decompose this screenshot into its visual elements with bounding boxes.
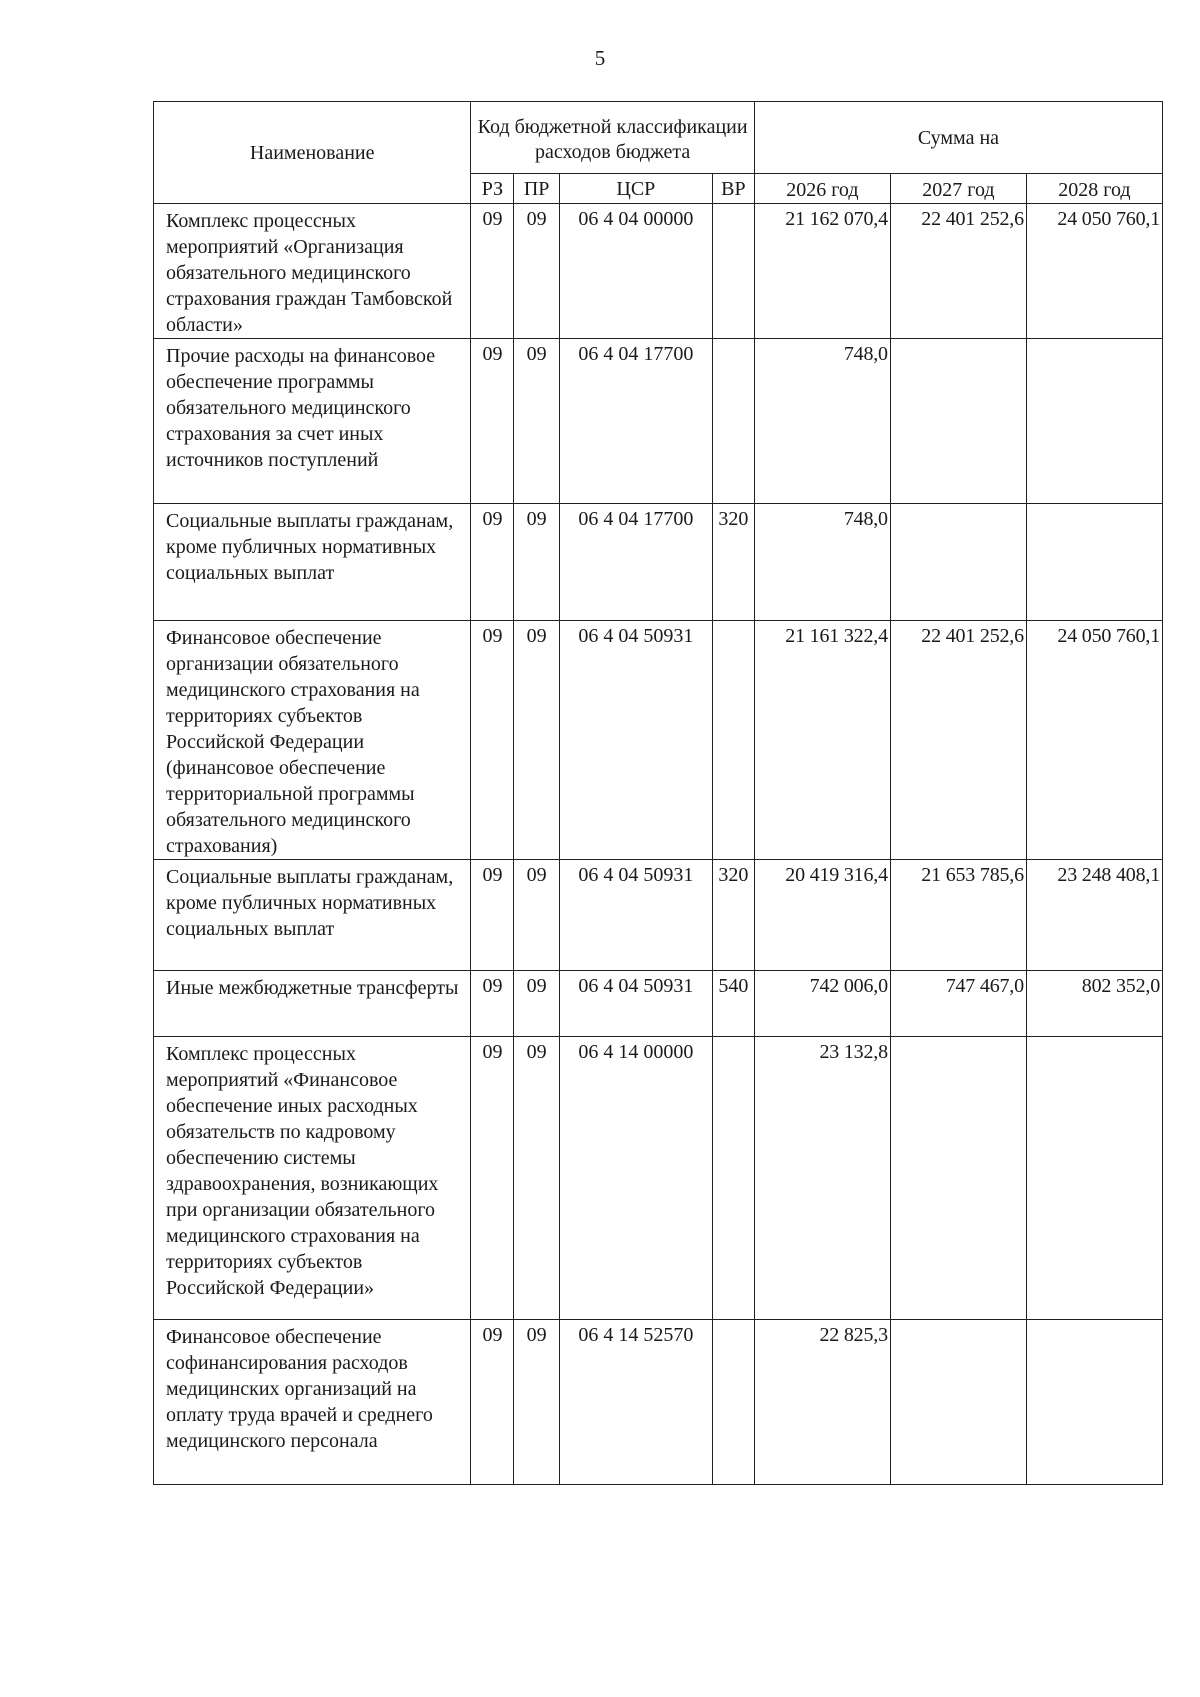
table-row xyxy=(154,621,1163,860)
row-name: Социальные выплаты гражданам, кроме публичных нормативных социальных выплат xyxy=(154,860,471,971)
row-sum-2026: 748,0 xyxy=(754,339,890,504)
table-row xyxy=(154,971,1163,1037)
row-name: Комплекс процессных мероприятий «Финансовое обеспечение иных расходных обязательств по кадровому обеспечению системы здравоохранения, возникающих при организации обязательного медицинского страхования на территориях субъектов Российской Федерации» xyxy=(154,1037,471,1320)
row-name: Социальные выплаты гражданам, кроме публичных нормативных социальных выплат xyxy=(154,504,471,621)
row-sum-2027 xyxy=(890,339,1026,504)
row-vr: 320 xyxy=(712,860,754,971)
row-rz: 09 xyxy=(471,971,514,1037)
row-rz: 09 xyxy=(471,339,514,504)
table-row xyxy=(154,204,1163,339)
row-name: Комплекс процессных мероприятий «Организация обязательного медицинского страхования граждан Тамбовской области» xyxy=(154,204,471,339)
row-vr: 540 xyxy=(712,971,754,1037)
table-row xyxy=(154,1037,1163,1320)
row-sum-2026: 742 006,0 xyxy=(754,971,890,1037)
row-csr: 06 4 04 17700 xyxy=(559,504,712,621)
header-code-group: Код бюджетной классификации расходов бюджета xyxy=(471,102,754,174)
header-pr: ПР xyxy=(514,174,559,204)
row-pr: 09 xyxy=(514,339,559,504)
row-pr: 09 xyxy=(514,1037,559,1320)
header-csr: ЦСР xyxy=(559,174,712,204)
row-csr: 06 4 14 52570 xyxy=(559,1320,712,1485)
row-sum-2028 xyxy=(1026,1320,1162,1485)
row-rz: 09 xyxy=(471,504,514,621)
row-sum-2026: 22 825,3 xyxy=(754,1320,890,1485)
row-name: Финансовое обеспечение организации обязательного медицинского страхования на территориях субъектов Российской Федерации (финансовое обеспечение территориальной программы обязательного медицинского страхования) xyxy=(154,621,471,860)
header-year-2028: 2028 год xyxy=(1026,174,1162,204)
row-vr xyxy=(712,621,754,860)
row-pr: 09 xyxy=(514,621,559,860)
row-csr: 06 4 04 50931 xyxy=(559,860,712,971)
row-rz: 09 xyxy=(471,860,514,971)
row-sum-2027 xyxy=(890,1037,1026,1320)
table-row xyxy=(154,860,1163,971)
row-rz: 09 xyxy=(471,621,514,860)
row-csr: 06 4 04 17700 xyxy=(559,339,712,504)
row-csr: 06 4 04 00000 xyxy=(559,204,712,339)
row-sum-2028 xyxy=(1026,1037,1162,1320)
row-csr: 06 4 14 00000 xyxy=(559,1037,712,1320)
row-pr: 09 xyxy=(514,504,559,621)
row-pr: 09 xyxy=(514,860,559,971)
row-rz: 09 xyxy=(471,204,514,339)
row-sum-2028: 802 352,0 xyxy=(1026,971,1162,1037)
header-vr: ВР xyxy=(712,174,754,204)
row-vr xyxy=(712,204,754,339)
row-sum-2027: 21 653 785,6 xyxy=(890,860,1026,971)
row-sum-2026: 748,0 xyxy=(754,504,890,621)
header-rz: РЗ xyxy=(471,174,514,204)
row-vr xyxy=(712,1320,754,1485)
row-sum-2028: 24 050 760,1 xyxy=(1026,204,1162,339)
header-name: Наименование xyxy=(154,102,471,204)
row-sum-2028 xyxy=(1026,339,1162,504)
row-sum-2027: 747 467,0 xyxy=(890,971,1026,1037)
row-sum-2028: 24 050 760,1 xyxy=(1026,621,1162,860)
header-sum-group: Сумма на xyxy=(754,102,1162,174)
row-vr xyxy=(712,1037,754,1320)
row-name: Иные межбюджетные трансферты xyxy=(154,971,471,1037)
row-rz: 09 xyxy=(471,1037,514,1320)
header-year-2027: 2027 год xyxy=(890,174,1026,204)
row-pr: 09 xyxy=(514,971,559,1037)
row-sum-2028 xyxy=(1026,504,1162,621)
header-year-2026: 2026 год xyxy=(754,174,890,204)
table-row xyxy=(154,339,1163,504)
page-number: 5 xyxy=(594,46,606,70)
table-row xyxy=(154,504,1163,621)
row-name: Финансовое обеспечение софинансирования расходов медицинских организаций на оплату труда врачей и среднего медицинского персонала xyxy=(154,1320,471,1485)
row-sum-2026: 21 162 070,4 xyxy=(754,204,890,339)
row-sum-2026: 23 132,8 xyxy=(754,1037,890,1320)
row-name: Прочие расходы на финансовое обеспечение программы обязательного медицинского страхования за счет иных источников поступлений xyxy=(154,339,471,504)
row-csr: 06 4 04 50931 xyxy=(559,621,712,860)
row-vr xyxy=(712,339,754,504)
row-sum-2027 xyxy=(890,504,1026,621)
budget-table xyxy=(153,101,1163,1485)
row-sum-2027: 22 401 252,6 xyxy=(890,621,1026,860)
row-rz: 09 xyxy=(471,1320,514,1485)
row-sum-2027: 22 401 252,6 xyxy=(890,204,1026,339)
row-sum-2028: 23 248 408,1 xyxy=(1026,860,1162,971)
table-row xyxy=(154,1320,1163,1485)
row-pr: 09 xyxy=(514,204,559,339)
row-pr: 09 xyxy=(514,1320,559,1485)
row-sum-2027 xyxy=(890,1320,1026,1485)
row-sum-2026: 20 419 316,4 xyxy=(754,860,890,971)
row-vr: 320 xyxy=(712,504,754,621)
row-csr: 06 4 04 50931 xyxy=(559,971,712,1037)
row-sum-2026: 21 161 322,4 xyxy=(754,621,890,860)
